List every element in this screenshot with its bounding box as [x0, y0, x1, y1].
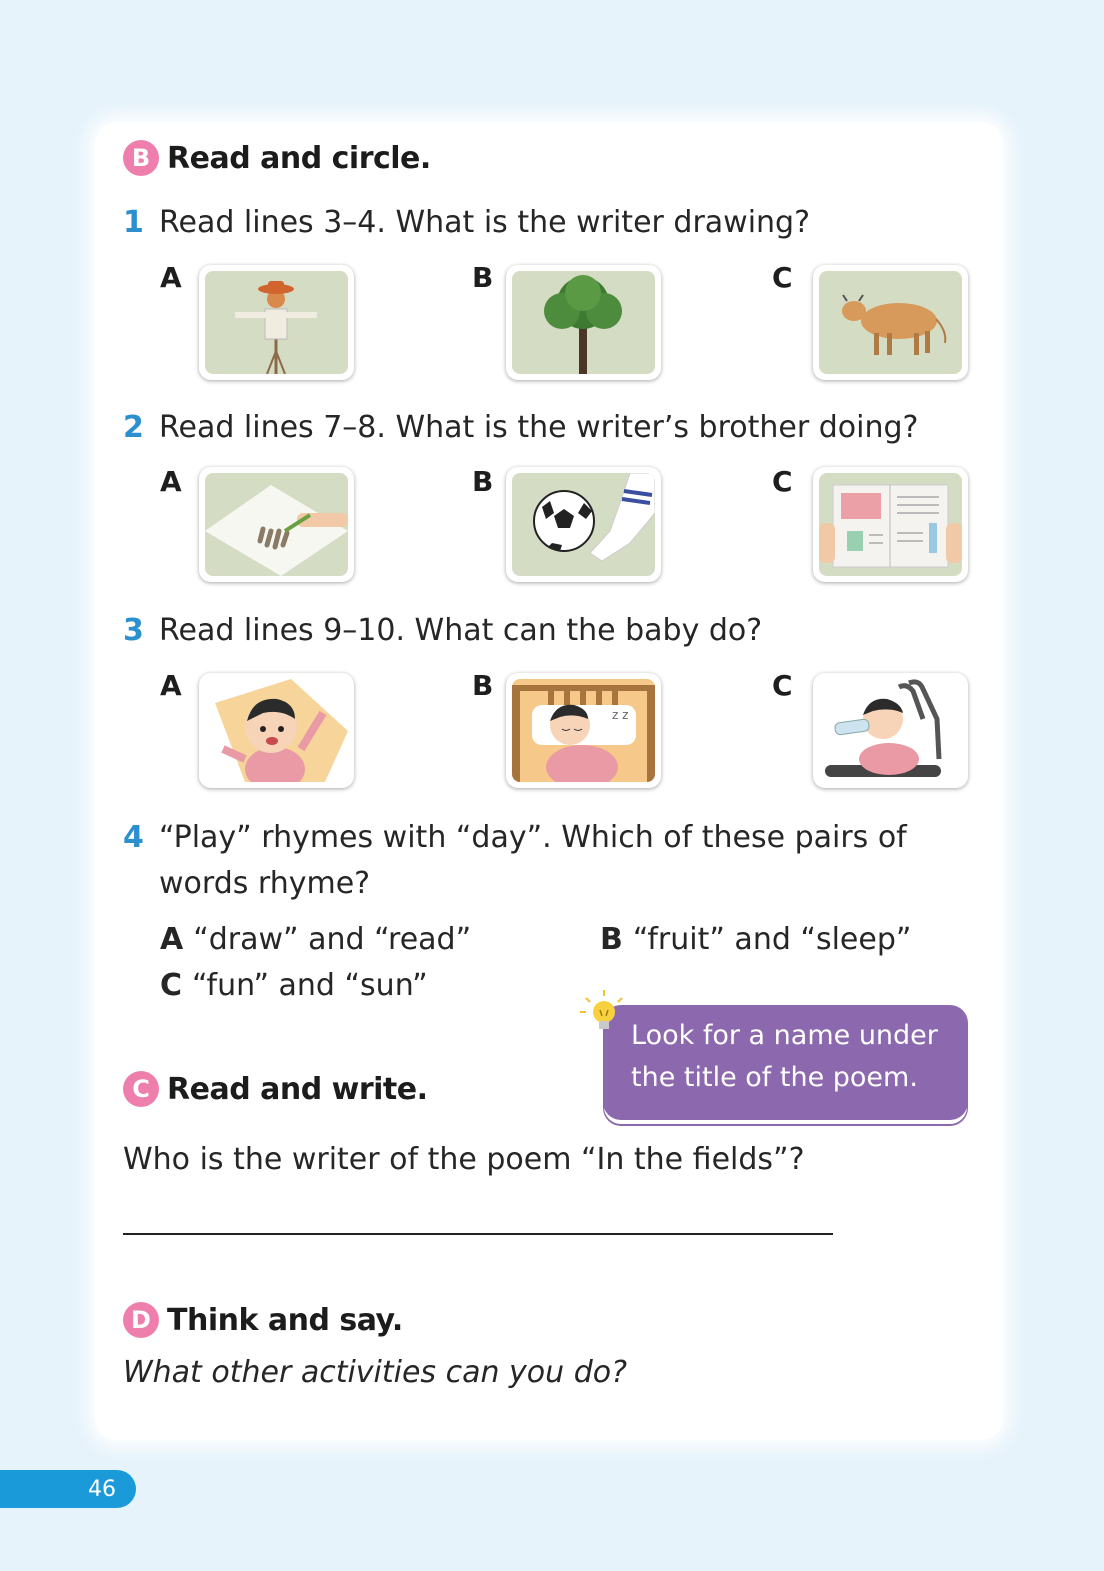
- question-number: 1: [123, 205, 144, 240]
- option-letter: A: [160, 669, 182, 702]
- option-letter: B: [472, 465, 494, 498]
- question-number: 2: [123, 410, 144, 445]
- question-3: [123, 608, 762, 654]
- hint-line2: the title of the poem.: [631, 1062, 918, 1093]
- svg-text:z z: z z: [612, 708, 629, 722]
- section-d-question: What other activities can you do?: [123, 1355, 628, 1390]
- answer-text: “fun” and “sun”: [192, 968, 428, 1003]
- tree-icon: [512, 271, 655, 374]
- option-letter: C: [772, 261, 793, 294]
- option-image-tree[interactable]: [506, 265, 661, 380]
- answer-write-line[interactable]: [123, 1233, 833, 1235]
- question-text-line2: words rhyme?: [159, 866, 371, 901]
- section-c-question: Who is the writer of the poem “In the fields”?: [123, 1142, 805, 1177]
- option-letter: C: [772, 669, 793, 702]
- section-c-heading: [123, 1071, 428, 1107]
- section-b-badge: B: [123, 140, 159, 176]
- baby-sleeping-icon: [512, 679, 655, 782]
- option-image-cow[interactable]: [813, 265, 968, 380]
- option-image-baby-waving[interactable]: [199, 673, 354, 788]
- baby-bottle-icon: [819, 679, 962, 782]
- option-image-baby-bottle[interactable]: [813, 673, 968, 788]
- section-b-heading: [123, 140, 431, 176]
- answer-text: “draw” and “read”: [193, 922, 472, 957]
- section-c-badge: C: [123, 1071, 159, 1107]
- section-c-title: Read and write.: [167, 1071, 428, 1107]
- question-number: 4: [123, 820, 144, 855]
- answer-letter: A: [160, 922, 184, 957]
- question-text-line1: “Play” rhymes with “day”. Which of these pairs of: [159, 820, 907, 855]
- answer-letter: B: [600, 922, 623, 957]
- section-d-badge: D: [123, 1302, 159, 1338]
- answer-option-c[interactable]: [160, 968, 428, 1003]
- answer-option-a[interactable]: [160, 922, 471, 957]
- drawing-pencil-icon: [205, 473, 348, 576]
- option-image-book[interactable]: [813, 467, 968, 582]
- option-image-football[interactable]: [506, 467, 661, 582]
- option-letter: B: [472, 669, 494, 702]
- option-image-baby-sleeping[interactable]: [506, 673, 661, 788]
- section-d-title: Think and say.: [167, 1302, 403, 1338]
- option-image-drawing[interactable]: [199, 467, 354, 582]
- answer-letter: C: [160, 968, 183, 1003]
- page-number: 46: [0, 1470, 136, 1508]
- section-d-heading: [123, 1302, 403, 1338]
- question-text: [159, 815, 907, 907]
- cow-icon: [819, 271, 962, 374]
- question-4: [123, 815, 907, 907]
- lightbulb-icon: [578, 988, 630, 1040]
- question-number: 3: [123, 613, 144, 648]
- question-1: [123, 200, 810, 246]
- answer-option-b[interactable]: [600, 922, 911, 957]
- answer-text: “fruit” and “sleep”: [632, 922, 912, 957]
- baby-waving-icon: [205, 679, 348, 782]
- question-2: [123, 405, 918, 451]
- question-text: Read lines 9–10. What can the baby do?: [159, 613, 763, 648]
- football-icon: [512, 473, 655, 576]
- option-image-scarecrow[interactable]: [199, 265, 354, 380]
- scarecrow-icon: [205, 271, 348, 374]
- hint-line1: Look for a name under: [631, 1020, 938, 1051]
- option-letter: B: [472, 261, 494, 294]
- option-letter: A: [160, 465, 182, 498]
- option-letter: C: [772, 465, 793, 498]
- section-b-title: Read and circle.: [167, 140, 431, 176]
- question-text: Read lines 3–4. What is the writer drawing?: [159, 205, 811, 240]
- option-letter: A: [160, 261, 182, 294]
- hint-box: [603, 1005, 968, 1120]
- book-icon: [819, 473, 962, 576]
- question-text: Read lines 7–8. What is the writer’s brother doing?: [159, 410, 919, 445]
